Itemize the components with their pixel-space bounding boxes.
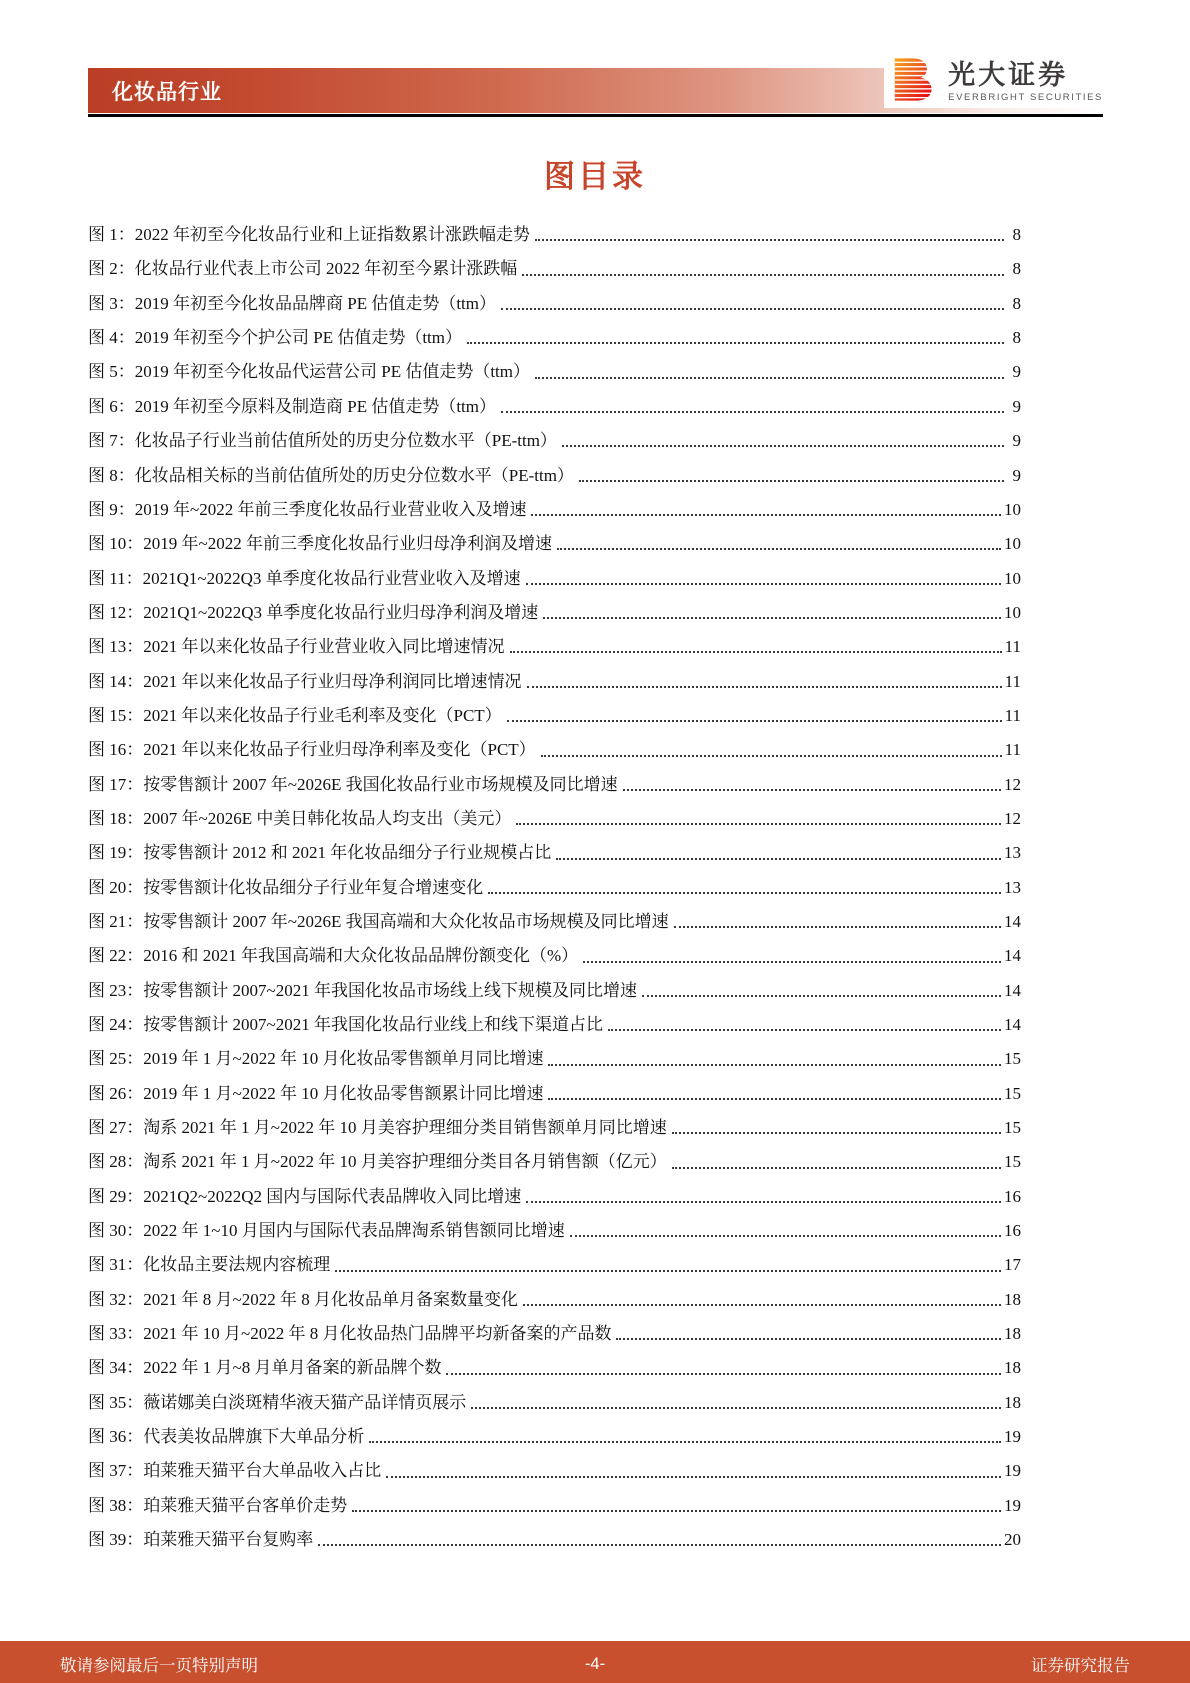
toc-leader-dots (467, 342, 1004, 344)
toc-entry[interactable] (88, 211, 1021, 245)
toc-entry-label: 图 31：化妆品主要法规内容梳理 (88, 1255, 331, 1275)
toc-entry-label: 图 32：2021 年 8 月~2022 年 8 月化妆品单月备案数量变化 (88, 1289, 518, 1309)
toc-leader-dots (507, 720, 1002, 722)
footer-disclaimer-note: 敬请参阅最后一页特别声明 (60, 1657, 258, 1675)
toc-entry-page: 19 (1004, 1427, 1021, 1447)
toc-leader-dots (516, 823, 1001, 825)
toc-entry-label: 图 39：珀莱雅天猫平台复购率 (88, 1530, 314, 1550)
toc-entry-label: 图 18：2007 年~2026E 中美日韩化妆品人均支出（美元） (88, 808, 512, 828)
toc-entry-page: 17 (1004, 1255, 1021, 1275)
toc-leader-dots (522, 274, 1004, 276)
toc-entry[interactable] (88, 1104, 1021, 1138)
toc-leader-dots (510, 651, 1002, 653)
toc-leader-dots (570, 1235, 1001, 1237)
toc-leader-dots (672, 1167, 1001, 1169)
toc-entry-label: 图 36：代表美妆品牌旗下大单品分析 (88, 1427, 365, 1447)
toc-leader-dots (501, 308, 1004, 310)
toc-entry-label: 图 24：按零售额计 2007~2021 年我国化妆品行业线上和线下渠道占比 (88, 1015, 603, 1034)
toc-entry[interactable] (88, 898, 1021, 932)
toc-leader-dots (608, 1029, 1001, 1031)
toc-entry-page: 8 (1012, 328, 1021, 348)
toc-entry-page: 9 (1012, 431, 1021, 451)
toc-entry[interactable] (88, 451, 1021, 485)
toc-entry[interactable] (88, 657, 1021, 691)
toc-leader-dots (623, 789, 1001, 791)
toc-entry-page: 18 (1004, 1289, 1021, 1309)
toc-entry[interactable] (88, 829, 1021, 863)
everbright-stripes-icon (892, 58, 938, 106)
toc-entry[interactable] (88, 520, 1021, 554)
toc-entry-label: 图 15：2021 年以来化妆品子行业毛利率及变化（PCT） (88, 705, 502, 725)
toc-entry-page: 15 (1004, 1118, 1021, 1138)
header-divider (88, 114, 1103, 117)
toc-entry[interactable] (88, 1138, 1021, 1172)
toc-entry-label: 图 27：淘系 2021 年 1 月~2022 年 10 月美容护理细分类目销售额单月同比增速 (88, 1118, 667, 1138)
toc-entry-label: 图 20：按零售额计化妆品细分子行业年复合增速变化 (88, 877, 484, 897)
toc-entry-page: 11 (1004, 671, 1021, 691)
toc-leader-dots (579, 480, 1004, 482)
toc-entry-page: 18 (1004, 1358, 1021, 1378)
toc-entry-page: 20 (1004, 1530, 1021, 1550)
toc-leader-dots (526, 1201, 1001, 1203)
toc-entry-page: 16 (1004, 1186, 1021, 1206)
toc-entry-label: 图 6：2019 年初至今原料及制造商 PE 估值走势（ttm） (88, 396, 497, 416)
toc-entry-page: 14 (1004, 980, 1021, 1000)
toc-leader-dots (548, 1064, 1001, 1066)
toc-entry-label: 图 26：2019 年 1 月~2022 年 10 月化妆品零售额累计同比增速 (88, 1083, 544, 1103)
toc-entry[interactable] (88, 692, 1021, 726)
toc-entry[interactable] (88, 1413, 1021, 1447)
toc-leader-dots (527, 686, 1002, 688)
toc-entry[interactable] (88, 1173, 1021, 1207)
industry-label: 化妆品行业 (112, 80, 222, 104)
toc-leader-dots (672, 1132, 1001, 1134)
toc-entry[interactable] (88, 864, 1021, 898)
toc-entry[interactable] (88, 623, 1021, 657)
toc-leader-dots (352, 1510, 1001, 1512)
toc-entry[interactable] (88, 1310, 1021, 1344)
toc-entry-page: 16 (1004, 1221, 1021, 1241)
toc-entry-page: 9 (1012, 465, 1021, 485)
toc-leader-dots (543, 617, 1001, 619)
toc-entry[interactable] (88, 1516, 1021, 1550)
toc-entry-page: 15 (1004, 1083, 1021, 1103)
toc-leader-dots (386, 1476, 1001, 1478)
toc-leader-dots (535, 377, 1004, 379)
toc-entry[interactable] (88, 417, 1021, 451)
toc-entry[interactable] (88, 1344, 1021, 1378)
toc-leader-dots (642, 995, 1001, 997)
toc-leader-dots (488, 892, 1001, 894)
toc-entry-label: 图 29：2021Q2~2022Q2 国内与国际代表品牌收入同比增速 (88, 1186, 522, 1206)
toc-leader-dots (541, 755, 1002, 757)
toc-entry-page: 11 (1004, 637, 1021, 657)
toc-entry-page: 10 (1004, 499, 1021, 519)
brand-logo (884, 56, 1103, 108)
brand-name-cn: 光大证券 (948, 60, 1069, 91)
toc-entry-label: 图 11：2021Q1~2022Q3 单季度化妆品行业营业收入及增速 (88, 568, 521, 588)
toc-entry-label: 图 35：薇诺娜美白淡斑精华液天猫产品详情页展示 (88, 1392, 467, 1412)
toc-entry[interactable] (88, 589, 1021, 623)
toc-entry-page: 10 (1004, 602, 1021, 622)
toc-entry-label: 图 13：2021 年以来化妆品子行业营业收入同比增速情况 (88, 637, 505, 657)
toc-entry[interactable] (88, 1482, 1021, 1516)
toc-entry-label: 图 25：2019 年 1 月~2022 年 10 月化妆品零售额单月同比增速 (88, 1049, 544, 1069)
toc-leader-dots (583, 961, 1001, 963)
toc-entry-label: 图 38：珀莱雅天猫平台客单价走势 (88, 1495, 348, 1515)
toc-entry-page: 8 (1012, 225, 1021, 245)
toc-entry[interactable] (88, 383, 1021, 417)
toc-entry-page: 18 (1004, 1324, 1021, 1344)
toc-entry-label: 图 7：化妆品子行业当前估值所处的历史分位数水平（PE-ttm） (88, 431, 557, 451)
toc-entry-page: 13 (1004, 877, 1021, 897)
toc-entry-label: 图 21：按零售额计 2007 年~2026E 我国高端和大众化妆品市场规模及同比增速 (88, 911, 669, 931)
toc-leader-dots (335, 1270, 1001, 1272)
toc-entry-label: 图 2：化妆品行业代表上市公司 2022 年初至今累计涨跌幅 (88, 259, 518, 279)
toc-leader-dots (548, 1098, 1001, 1100)
toc-entry-label: 图 17：按零售额计 2007 年~2026E 我国化妆品行业市场规模及同比增速 (88, 774, 618, 794)
toc-entry-label: 图 23：按零售额计 2007~2021 年我国化妆品市场线上线下规模及同比增速 (88, 980, 637, 1000)
brand-text (948, 61, 1103, 102)
toc-leader-dots (446, 1373, 1001, 1375)
report-type-label: 证券研究报告 (1031, 1657, 1130, 1675)
toc-entry-label: 图 3：2019 年初至今化妆品品牌商 PE 估值走势（ttm） (88, 293, 497, 313)
toc-leader-dots (557, 548, 1001, 550)
toc-entry-page: 14 (1004, 946, 1021, 966)
toc-entry[interactable] (88, 280, 1021, 314)
toc-leader-dots (318, 1544, 1001, 1546)
toc-entry-page: 10 (1004, 568, 1021, 588)
toc-entry-label: 图 22：2016 和 2021 年我国高端和大众化妆品品牌份额变化（%） (88, 946, 579, 966)
toc-leader-dots (501, 411, 1004, 413)
toc-entry-page: 15 (1004, 1049, 1021, 1069)
toc-entry-page: 11 (1004, 740, 1021, 760)
toc-entry[interactable] (88, 1070, 1021, 1104)
footer-bar (0, 1641, 1190, 1683)
toc-entry-page: 8 (1012, 259, 1021, 279)
brand-name-en: EVERBRIGHT SECURITIES (948, 91, 1103, 103)
toc-entry-label: 图 1：2022 年初至今化妆品行业和上证指数累计涨跌幅走势 (88, 225, 530, 245)
toc-leader-dots (471, 1407, 1001, 1409)
toc-entry[interactable] (88, 1276, 1021, 1310)
toc-leader-dots (556, 858, 1001, 860)
toc-entry-page: 18 (1004, 1392, 1021, 1412)
toc-entry[interactable] (88, 1207, 1021, 1241)
toc-entry-label: 图 16：2021 年以来化妆品子行业归母净利率及变化（PCT） (88, 740, 536, 760)
toc-entry-label: 图 8：化妆品相关标的当前估值所处的历史分位数水平（PE-ttm） (88, 465, 574, 485)
toc-entry-page: 19 (1004, 1495, 1021, 1515)
toc-leader-dots (531, 514, 1001, 516)
toc-entry-label: 图 30：2022 年 1~10 月国内与国际代表品牌淘系销售额同比增速 (88, 1221, 565, 1241)
figure-index-title: 图目录 (544, 159, 646, 194)
toc-entry[interactable] (88, 932, 1021, 966)
toc-entry-label: 图 28：淘系 2021 年 1 月~2022 年 10 月美容护理细分类目各月销售额（亿元） (88, 1152, 667, 1172)
toc-entry-page: 9 (1012, 396, 1021, 416)
toc-entry-page: 8 (1012, 293, 1021, 313)
page-number: -4- (584, 1654, 606, 1673)
toc-entry-label: 图 4：2019 年初至今个护公司 PE 估值走势（ttm） (88, 328, 463, 348)
toc-entry[interactable] (88, 348, 1021, 382)
toc-entry[interactable] (88, 554, 1021, 588)
toc-entry-label: 图 34：2022 年 1 月~8 月单月备案的新品牌个数 (88, 1358, 442, 1378)
toc-entry-page: 12 (1004, 808, 1021, 828)
toc-entry-label: 图 9：2019 年~2022 年前三季度化妆品行业营业收入及增速 (88, 499, 527, 519)
toc-entry-page: 14 (1004, 1015, 1021, 1034)
toc-entry-label: 图 12：2021Q1~2022Q3 单季度化妆品行业归母净利润及增速 (88, 602, 539, 622)
toc-entry-page: 19 (1004, 1461, 1021, 1481)
toc-entry[interactable] (88, 486, 1021, 520)
toc-entry[interactable] (88, 761, 1021, 795)
toc-entry-page: 9 (1012, 362, 1021, 382)
toc-entry[interactable] (88, 314, 1021, 348)
toc-entry-page: 11 (1004, 705, 1021, 725)
toc-entry[interactable] (88, 245, 1021, 279)
toc-leader-dots (562, 445, 1004, 447)
toc-entry[interactable] (88, 1447, 1021, 1481)
toc-entry-label: 图 37：珀莱雅天猫平台大单品收入占比 (88, 1461, 382, 1481)
toc-entry-label: 图 19：按零售额计 2012 和 2021 年化妆品细分子行业规模占比 (88, 843, 552, 863)
toc-entry-label: 图 33：2021 年 10 月~2022 年 8 月化妆品热门品牌平均新备案的产品数 (88, 1324, 612, 1344)
figure-toc-list (88, 211, 1021, 1550)
toc-entry-label: 图 10：2019 年~2022 年前三季度化妆品行业归母净利润及增速 (88, 534, 552, 554)
toc-leader-dots (369, 1441, 1001, 1443)
toc-entry-label: 图 14：2021 年以来化妆品子行业归母净利润同比增速情况 (88, 671, 522, 691)
toc-entry-label: 图 5：2019 年初至今化妆品代运营公司 PE 估值走势（ttm） (88, 362, 531, 382)
toc-entry[interactable] (88, 1241, 1021, 1275)
toc-entry[interactable] (88, 1379, 1021, 1413)
toc-leader-dots (523, 1304, 1001, 1306)
toc-entry[interactable] (88, 967, 1021, 1001)
toc-leader-dots (616, 1338, 1001, 1340)
toc-entry[interactable] (88, 1035, 1021, 1069)
toc-leader-dots (535, 239, 1004, 241)
toc-entry-page: 14 (1004, 911, 1021, 931)
toc-entry-page: 13 (1004, 843, 1021, 863)
toc-leader-dots (526, 583, 1001, 585)
toc-entry-page: 12 (1004, 774, 1021, 794)
toc-entry[interactable] (88, 1001, 1021, 1035)
toc-entry[interactable] (88, 726, 1021, 760)
toc-entry-page: 15 (1004, 1152, 1021, 1172)
toc-entry-page: 10 (1004, 534, 1021, 554)
toc-leader-dots (674, 926, 1001, 928)
toc-entry[interactable] (88, 795, 1021, 829)
